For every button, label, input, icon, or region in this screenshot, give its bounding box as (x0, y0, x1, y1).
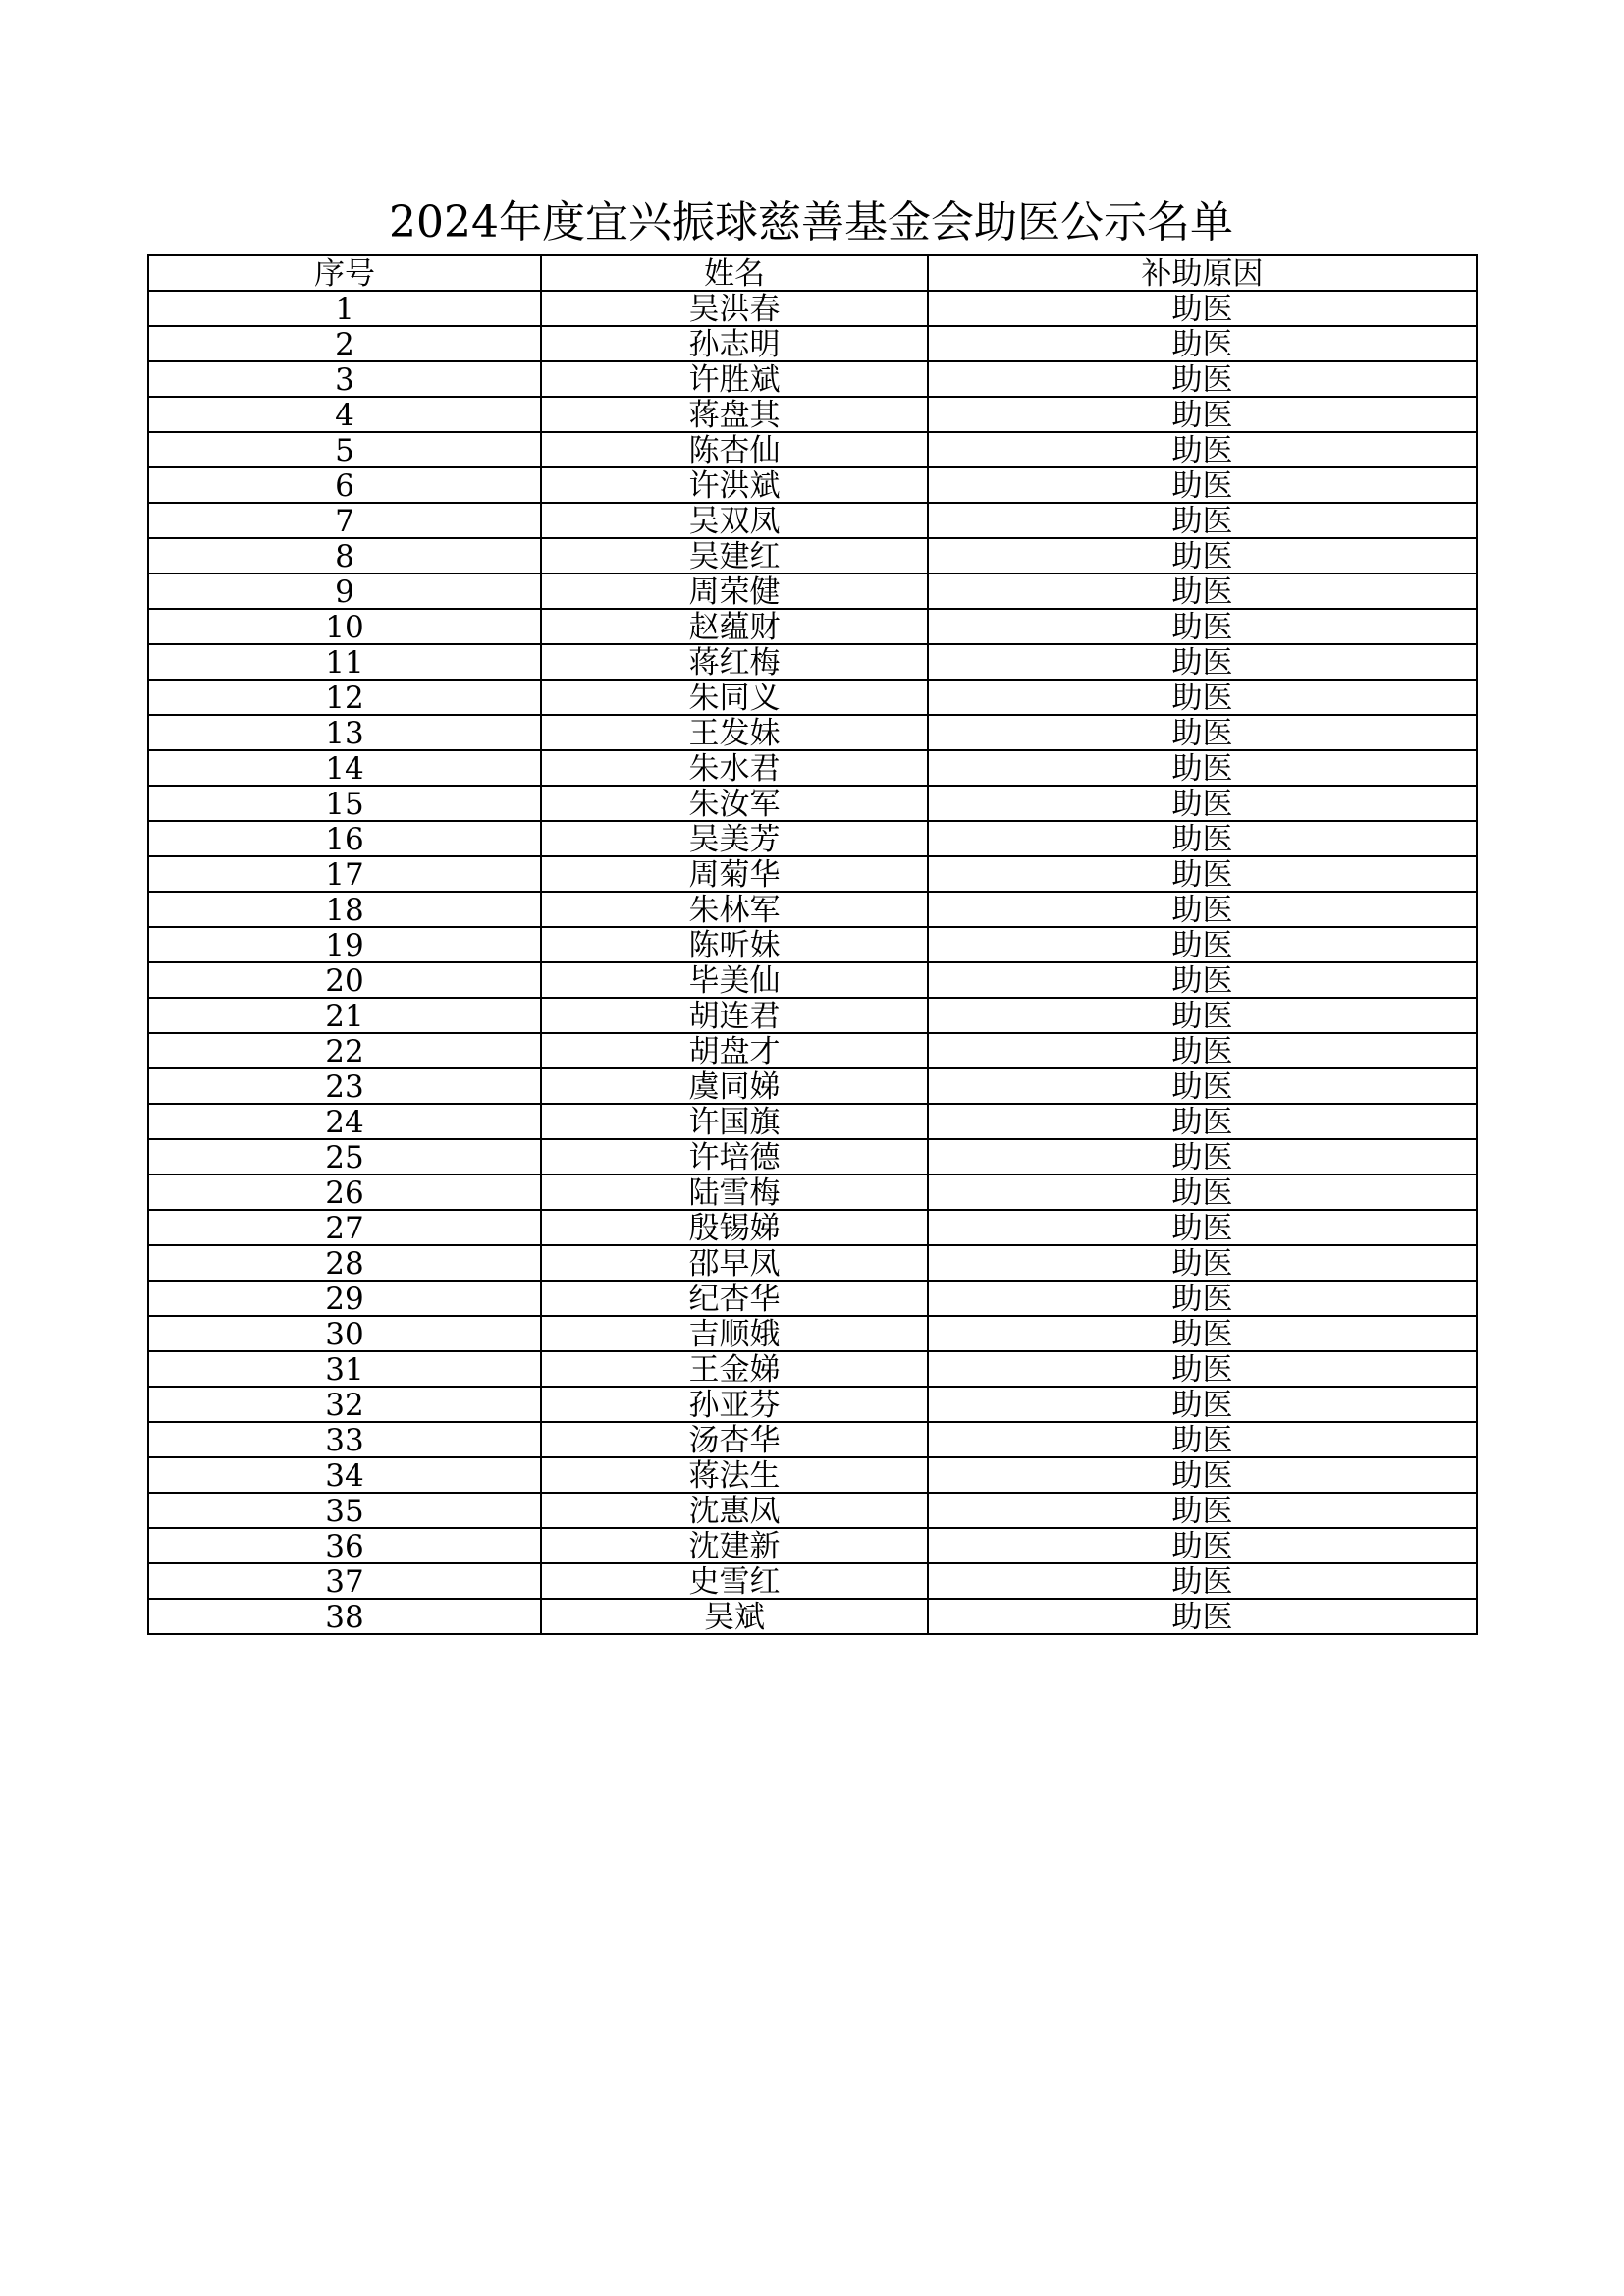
cell-name: 许国旗 (541, 1104, 928, 1139)
cell-name: 朱汝军 (541, 786, 928, 821)
page-title: 2024年度宜兴振球慈善基金会助医公示名单 (389, 197, 1233, 247)
cell-name: 许洪斌 (541, 467, 928, 503)
table-row (148, 680, 1477, 715)
header-serial-number: 序号 (148, 255, 541, 291)
cell-name: 陆雪梅 (541, 1175, 928, 1210)
cell-reason: 助医 (928, 326, 1477, 361)
cell-serial-number: 1 (148, 291, 541, 326)
cell-serial-number: 18 (148, 892, 541, 927)
cell-reason: 助医 (928, 1139, 1477, 1175)
cell-name: 王金娣 (541, 1351, 928, 1387)
cell-name: 孙亚芬 (541, 1387, 928, 1422)
cell-serial-number: 10 (148, 609, 541, 644)
cell-name: 吉顺娥 (541, 1316, 928, 1351)
cell-serial-number: 16 (148, 821, 541, 856)
cell-reason: 助医 (928, 432, 1477, 467)
cell-name: 胡连君 (541, 998, 928, 1033)
cell-serial-number: 11 (148, 644, 541, 680)
cell-name: 沈建新 (541, 1528, 928, 1563)
cell-name: 陈杏仙 (541, 432, 928, 467)
cell-serial-number: 31 (148, 1351, 541, 1387)
cell-serial-number: 4 (148, 397, 541, 432)
table-row (148, 1104, 1477, 1139)
cell-name: 周菊华 (541, 856, 928, 892)
cell-name: 邵早凤 (541, 1245, 928, 1281)
cell-serial-number: 22 (148, 1033, 541, 1068)
table-row (148, 1281, 1477, 1316)
header-reason: 补助原因 (928, 255, 1477, 291)
cell-serial-number: 36 (148, 1528, 541, 1563)
cell-name: 蒋法生 (541, 1457, 928, 1493)
cell-serial-number: 21 (148, 998, 541, 1033)
table-row (148, 821, 1477, 856)
table-row (148, 538, 1477, 574)
cell-serial-number: 9 (148, 574, 541, 609)
table-row (148, 1493, 1477, 1528)
cell-name: 殷锡娣 (541, 1210, 928, 1245)
cell-reason: 助医 (928, 1528, 1477, 1563)
cell-reason: 助医 (928, 962, 1477, 998)
table-row (148, 644, 1477, 680)
cell-serial-number: 20 (148, 962, 541, 998)
cell-reason: 助医 (928, 1175, 1477, 1210)
cell-reason: 助医 (928, 786, 1477, 821)
cell-reason: 助医 (928, 892, 1477, 927)
cell-reason: 助医 (928, 1457, 1477, 1493)
table-row (148, 609, 1477, 644)
table-row (148, 432, 1477, 467)
cell-serial-number: 13 (148, 715, 541, 750)
table-row (148, 1351, 1477, 1387)
cell-serial-number: 37 (148, 1563, 541, 1599)
cell-reason: 助医 (928, 1493, 1477, 1528)
cell-reason: 助医 (928, 361, 1477, 397)
cell-reason: 助医 (928, 715, 1477, 750)
table-row (148, 856, 1477, 892)
cell-serial-number: 35 (148, 1493, 541, 1528)
table-row (148, 291, 1477, 326)
cell-name: 孙志明 (541, 326, 928, 361)
cell-reason: 助医 (928, 574, 1477, 609)
cell-name: 史雪红 (541, 1563, 928, 1599)
cell-serial-number: 26 (148, 1175, 541, 1210)
table-row (148, 1528, 1477, 1563)
cell-reason: 助医 (928, 821, 1477, 856)
cell-name: 朱水君 (541, 750, 928, 786)
cell-serial-number: 14 (148, 750, 541, 786)
cell-reason: 助医 (928, 609, 1477, 644)
cell-serial-number: 12 (148, 680, 541, 715)
cell-reason: 助医 (928, 1104, 1477, 1139)
table-row (148, 467, 1477, 503)
table-body (148, 291, 1477, 1634)
table-row (148, 1563, 1477, 1599)
table-row (148, 962, 1477, 998)
cell-serial-number: 19 (148, 927, 541, 962)
cell-reason: 助医 (928, 291, 1477, 326)
table-row (148, 927, 1477, 962)
table-row (148, 397, 1477, 432)
table-row (148, 361, 1477, 397)
cell-name: 吴斌 (541, 1599, 928, 1634)
table-row (148, 1245, 1477, 1281)
cell-name: 许胜斌 (541, 361, 928, 397)
cell-serial-number: 3 (148, 361, 541, 397)
cell-serial-number: 30 (148, 1316, 541, 1351)
cell-serial-number: 28 (148, 1245, 541, 1281)
cell-name: 朱林军 (541, 892, 928, 927)
cell-name: 吴洪春 (541, 291, 928, 326)
cell-reason: 助医 (928, 1210, 1477, 1245)
header-name: 姓名 (541, 255, 928, 291)
roster-table (147, 254, 1478, 1635)
cell-name: 虞同娣 (541, 1068, 928, 1104)
cell-name: 蒋红梅 (541, 644, 928, 680)
cell-serial-number: 25 (148, 1139, 541, 1175)
table-row (148, 1387, 1477, 1422)
cell-name: 吴美芳 (541, 821, 928, 856)
cell-name: 沈惠凤 (541, 1493, 928, 1528)
table-row (148, 1599, 1477, 1634)
cell-serial-number: 7 (148, 503, 541, 538)
cell-name: 吴双凤 (541, 503, 928, 538)
cell-name: 蒋盘其 (541, 397, 928, 432)
cell-name: 陈听妹 (541, 927, 928, 962)
cell-serial-number: 34 (148, 1457, 541, 1493)
cell-reason: 助医 (928, 856, 1477, 892)
table-row (148, 574, 1477, 609)
table-row (148, 1422, 1477, 1457)
table-row (148, 750, 1477, 786)
cell-reason: 助医 (928, 1599, 1477, 1634)
cell-reason: 助医 (928, 1068, 1477, 1104)
cell-reason: 助医 (928, 1422, 1477, 1457)
cell-name: 纪杏华 (541, 1281, 928, 1316)
cell-serial-number: 17 (148, 856, 541, 892)
cell-name: 许培德 (541, 1139, 928, 1175)
header-row (148, 255, 1477, 291)
cell-reason: 助医 (928, 1281, 1477, 1316)
cell-reason: 助医 (928, 467, 1477, 503)
cell-reason: 助医 (928, 397, 1477, 432)
table-header (148, 255, 1477, 291)
cell-reason: 助医 (928, 750, 1477, 786)
cell-serial-number: 24 (148, 1104, 541, 1139)
table-row (148, 892, 1477, 927)
cell-name: 汤杏华 (541, 1422, 928, 1457)
table-row (148, 998, 1477, 1033)
cell-reason: 助医 (928, 503, 1477, 538)
cell-name: 毕美仙 (541, 962, 928, 998)
table-row (148, 326, 1477, 361)
cell-name: 周荣健 (541, 574, 928, 609)
cell-serial-number: 29 (148, 1281, 541, 1316)
table-row (148, 1175, 1477, 1210)
cell-serial-number: 6 (148, 467, 541, 503)
cell-serial-number: 32 (148, 1387, 541, 1422)
cell-serial-number: 27 (148, 1210, 541, 1245)
table-row (148, 1068, 1477, 1104)
cell-name: 王发妹 (541, 715, 928, 750)
table-row (148, 503, 1477, 538)
cell-name: 赵蕴财 (541, 609, 928, 644)
cell-reason: 助医 (928, 998, 1477, 1033)
table-row (148, 1210, 1477, 1245)
table-row (148, 715, 1477, 750)
table-row (148, 1457, 1477, 1493)
cell-serial-number: 23 (148, 1068, 541, 1104)
cell-name: 朱同义 (541, 680, 928, 715)
cell-reason: 助医 (928, 927, 1477, 962)
cell-serial-number: 5 (148, 432, 541, 467)
cell-name: 胡盘才 (541, 1033, 928, 1068)
cell-reason: 助医 (928, 538, 1477, 574)
table-row (148, 1139, 1477, 1175)
cell-reason: 助医 (928, 1316, 1477, 1351)
cell-reason: 助医 (928, 1245, 1477, 1281)
cell-serial-number: 15 (148, 786, 541, 821)
cell-reason: 助医 (928, 644, 1477, 680)
cell-serial-number: 38 (148, 1599, 541, 1634)
cell-reason: 助医 (928, 1033, 1477, 1068)
table-row (148, 786, 1477, 821)
table-row (148, 1316, 1477, 1351)
cell-reason: 助医 (928, 680, 1477, 715)
cell-serial-number: 33 (148, 1422, 541, 1457)
cell-reason: 助医 (928, 1387, 1477, 1422)
cell-reason: 助医 (928, 1563, 1477, 1599)
table-row (148, 1033, 1477, 1068)
cell-serial-number: 2 (148, 326, 541, 361)
cell-name: 吴建红 (541, 538, 928, 574)
cell-reason: 助医 (928, 1351, 1477, 1387)
cell-serial-number: 8 (148, 538, 541, 574)
